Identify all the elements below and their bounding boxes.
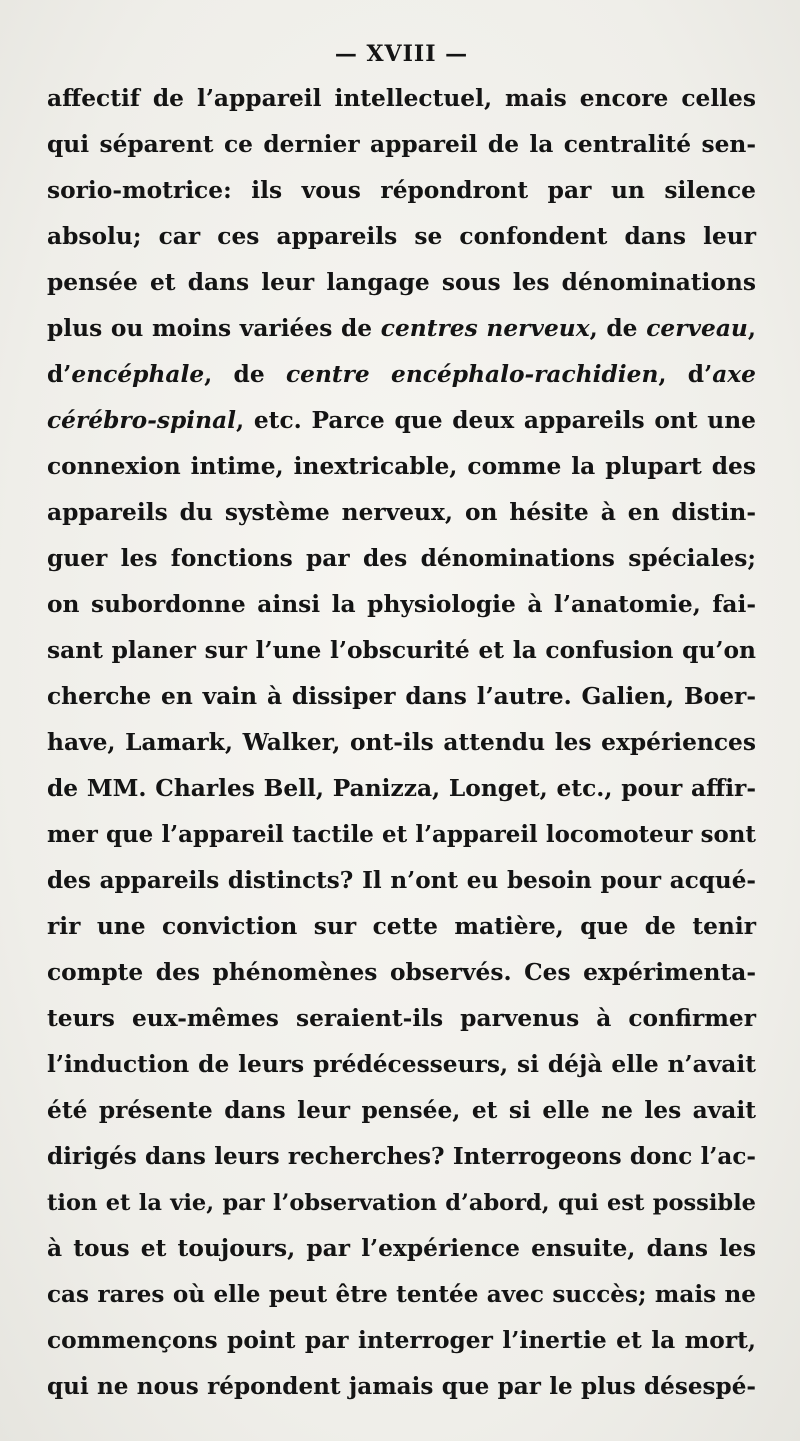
text-line: absolu; car ces appareils se confondent dans leur (47, 223, 756, 250)
text-line: pensée et dans leur langage sous les dénominations (47, 269, 756, 296)
text-line: d’encéphale, de centre encéphalo-rachidien, d’axe (47, 361, 756, 388)
text-line: guer les fonctions par des dénominations spéciales; (47, 545, 756, 572)
body-text (47, 76, 756, 1410)
text-line: l’induction de leurs prédécesseurs, si déjà elle n’avait (47, 1051, 756, 1078)
text-line: dirigés dans leurs recherches? Interrogeons donc l’ac- (47, 1143, 756, 1170)
text-line: sorio-motrice: ils vous répondront par un silence (47, 177, 756, 204)
page-number-header: — XVIII — (334, 41, 469, 67)
text-line: rir une conviction sur cette matière, que de tenir (47, 913, 756, 940)
text-line: sant planer sur l’une l’obscurité et la confusion qu’on (47, 637, 756, 664)
text-line: à tous et toujours, par l’expérience ensuite, dans les (47, 1235, 756, 1262)
text-line: mer que l’appareil tactile et l’appareil locomoteur sont (47, 821, 756, 848)
text-line: commençons point par interroger l’inertie et la mort, (47, 1327, 756, 1354)
text-line: appareils du système nerveux, on hésite à en distin- (47, 499, 756, 526)
text-line: été présente dans leur pensée, et si elle ne les avait (47, 1097, 756, 1124)
text-line: compte des phénomènes observés. Ces expérimenta- (47, 959, 756, 986)
text-line: des appareils distincts? Il n’ont eu besoin pour acqué- (47, 867, 756, 894)
text-line: teurs eux-mêmes seraient-ils parvenus à confirmer (47, 1005, 756, 1032)
text-line: plus ou moins variées de centres nerveux, de cerveau, (47, 315, 756, 342)
text-line: de MM. Charles Bell, Panizza, Longet, etc., pour affir- (47, 775, 756, 802)
text-line: cas rares où elle peut être tentée avec succès; mais ne (47, 1281, 756, 1308)
text-line: cérébro-spinal, etc. Parce que deux appareils ont une (47, 407, 756, 434)
text-line: cherche en vain à dissiper dans l’autre. Galien, Boer- (47, 683, 756, 710)
text-line: tion et la vie, par l’observation d’abord, qui est possible (47, 1190, 756, 1216)
text-line: have, Lamark, Walker, ont-ils attendu les expériences (47, 729, 756, 756)
text-line: affectif de l’appareil intellectuel, mais encore celles (47, 85, 756, 112)
text-line: on subordonne ainsi la physiologie à l’anatomie, fai- (47, 591, 756, 618)
text-line: qui séparent ce dernier appareil de la centralité sen- (47, 131, 756, 158)
text-line: qui ne nous répondent jamais que par le plus désespé- (47, 1373, 756, 1400)
text-line: connexion intime, inextricable, comme la plupart des (47, 453, 756, 480)
